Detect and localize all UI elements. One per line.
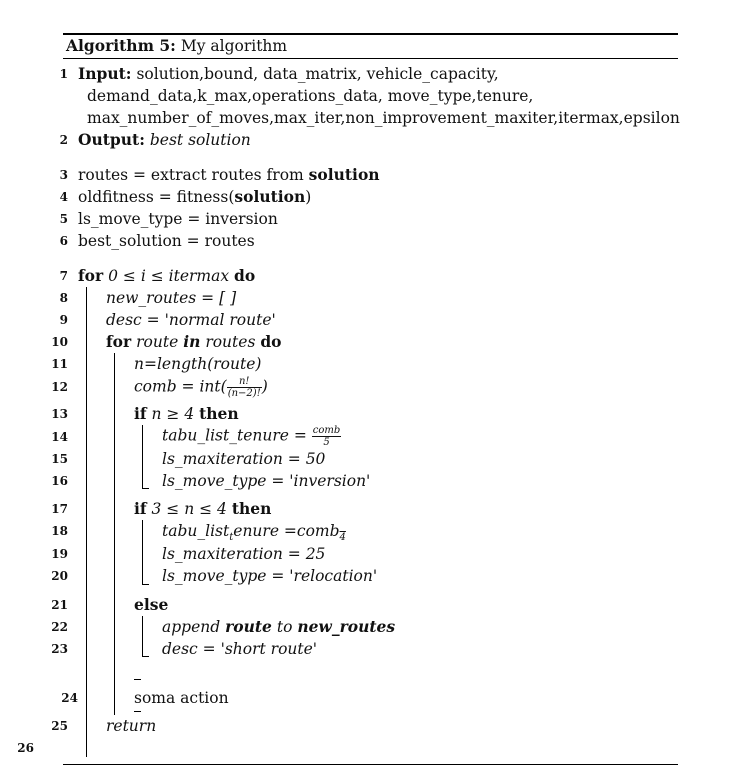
line-number: 7 <box>59 269 68 283</box>
line-number: 24 <box>61 691 78 705</box>
line-number: 22 <box>51 620 68 634</box>
line-number: 11 <box>51 357 68 371</box>
code-line: return <box>106 717 157 735</box>
caption-rule <box>63 58 678 59</box>
output-line: Output: best solution <box>78 130 251 149</box>
code-line: ls_move_type = inversion <box>78 210 278 228</box>
line-number: 16 <box>51 474 68 488</box>
for-loop-header: for route in routes do <box>106 332 282 351</box>
code-line: ls_move_type = 'relocation' <box>162 567 378 585</box>
block-bar <box>142 520 143 584</box>
code-line: ls_maxiteration = 50 <box>162 450 326 468</box>
line-number: 5 <box>59 212 68 226</box>
line-number: 26 <box>17 741 34 755</box>
code-line: append route to new_routes <box>162 617 396 636</box>
if-header: if 3 ≤ n ≤ 4 then <box>134 499 272 518</box>
line-number: 3 <box>59 168 68 182</box>
block-end-tick <box>142 656 149 657</box>
code-line: oldfitness = fitness(solution) <box>78 187 312 206</box>
else-header: else <box>134 595 169 614</box>
block-dash <box>134 711 141 712</box>
line-number: 18 <box>51 524 68 538</box>
code-line: new_routes = [ ] <box>106 289 237 307</box>
line-number: 14 <box>51 430 68 444</box>
code-line: ls_maxiteration = 25 <box>162 545 326 563</box>
for-loop-header: for 0 ≤ i ≤ itermax do <box>78 266 256 285</box>
input-line-cont: demand_data,k_max,operations_data, move_type,tenure, <box>87 87 534 105</box>
code-line: n=length(route) <box>134 355 262 373</box>
bottom-rule <box>63 764 678 765</box>
fraction: $\frac{\text{comb}}{5}$ <box>312 425 341 448</box>
code-line: tabu_list$_t$enure =comb$_4$ <box>162 522 346 544</box>
algorithm-caption: Algorithm 5: My algorithm <box>66 36 288 55</box>
line-number: 13 <box>51 407 68 421</box>
line-number: 1 <box>59 67 68 81</box>
input-line-cont: max_number_of_moves,max_iter,non_improvement_maxiter,itermax,epsilon <box>87 109 680 127</box>
block-dash <box>134 679 141 680</box>
line-number: 15 <box>51 452 68 466</box>
input-line: Input: solution,bound, data_matrix, vehicle_capacity, <box>78 64 499 83</box>
line-number: 19 <box>51 547 68 561</box>
line-number: 9 <box>59 313 68 327</box>
block-bar <box>142 425 143 488</box>
block-bar <box>114 353 115 715</box>
line-number: 17 <box>51 502 68 516</box>
code-line: ls_move_type = 'inversion' <box>162 472 371 490</box>
block-end-tick <box>142 584 149 585</box>
code-line: routes = extract routes from solution <box>78 165 380 184</box>
line-number: 8 <box>59 291 68 305</box>
code-line: tabu_list_tenure = $\frac{\text{comb}}{5}$ <box>162 425 341 448</box>
line-number: 10 <box>51 335 68 349</box>
line-number: 25 <box>51 719 68 733</box>
block-bar <box>142 616 143 656</box>
line-number: 20 <box>51 569 68 583</box>
line-number: 23 <box>51 642 68 656</box>
code-line: comb = int( $\frac{n!}{(n-2)!}$ ) <box>134 376 268 399</box>
line-number: 21 <box>51 598 68 612</box>
line-number: 4 <box>59 190 68 204</box>
line-number: 12 <box>51 380 68 394</box>
block-end-tick <box>142 488 149 489</box>
line-number: 2 <box>59 133 68 147</box>
code-line: desc = 'normal route' <box>106 311 276 329</box>
line-number: 6 <box>59 234 68 248</box>
top-rule <box>63 33 678 35</box>
code-line: desc = 'short route' <box>162 640 318 658</box>
block-bar <box>86 287 87 757</box>
if-header: if n ≥ 4 then <box>134 404 239 423</box>
code-line: soma action <box>134 689 229 707</box>
code-line: best_solution = routes <box>78 232 255 250</box>
fraction: $\frac{n!}{(n-2)!}$ <box>227 376 261 399</box>
